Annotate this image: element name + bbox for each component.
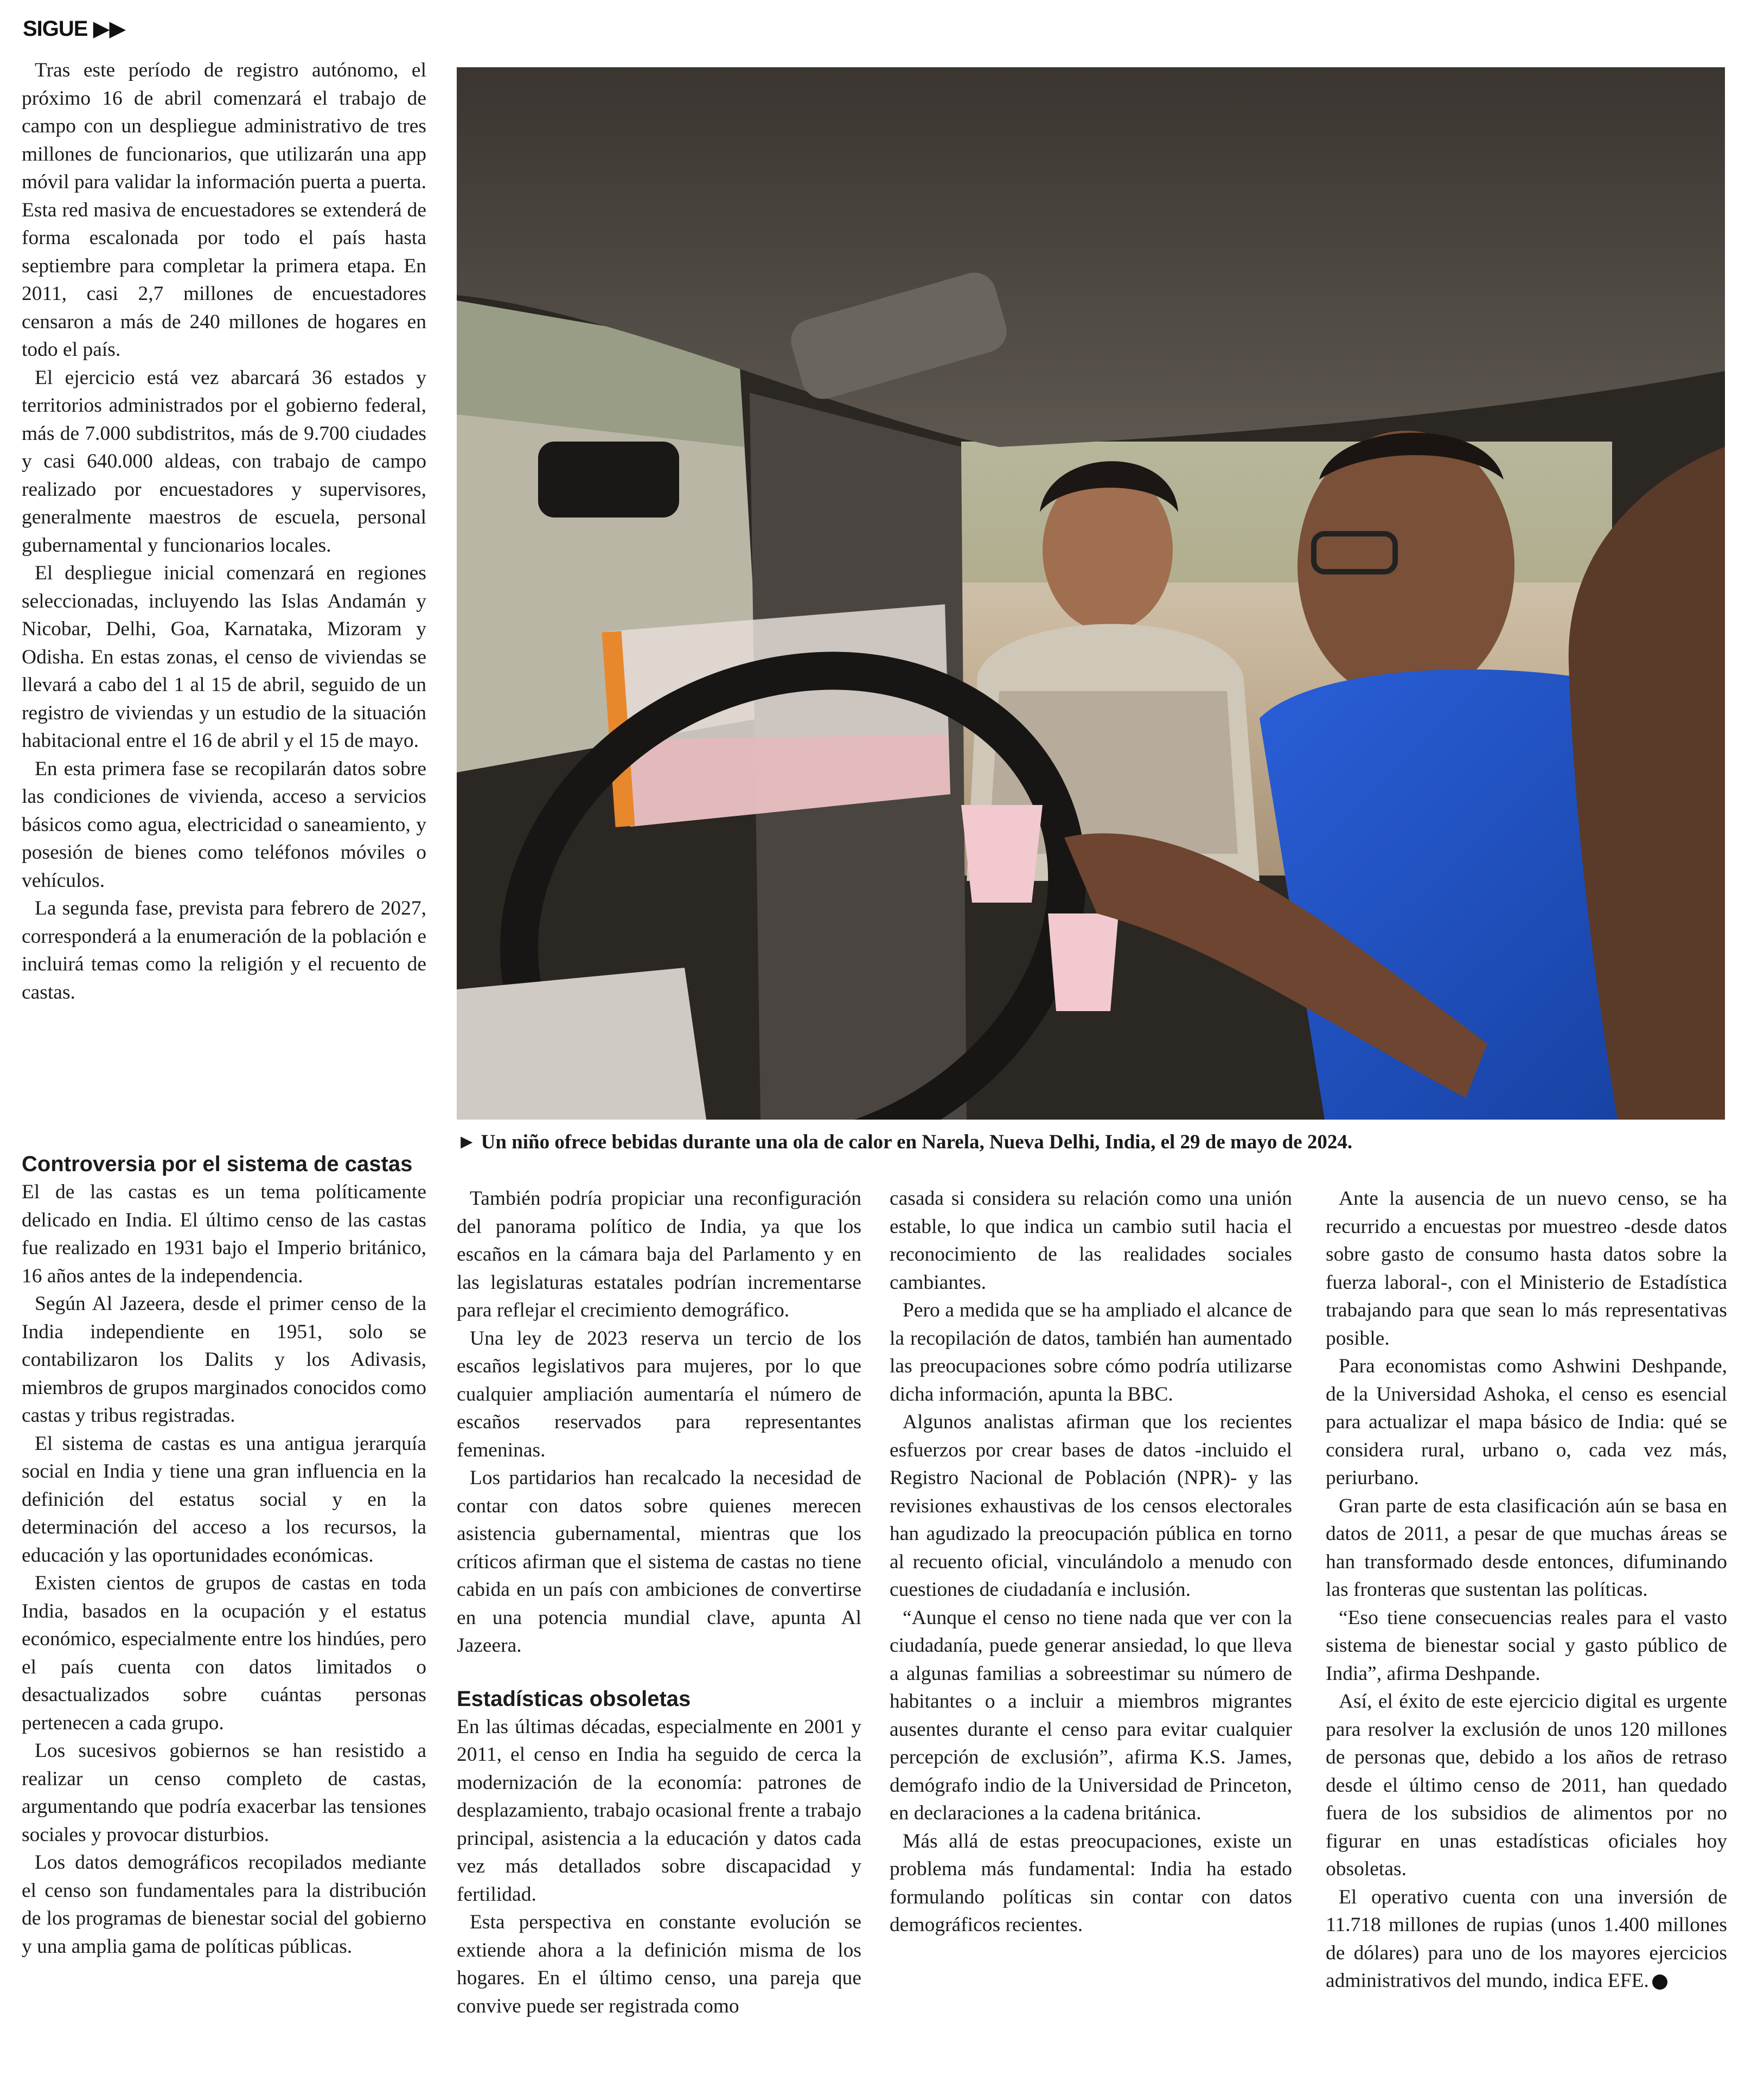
photo-caption (457, 1129, 1725, 1155)
paragraph: “Eso tiene consecuencias reales para el vasto sistema de bienestar social y gasto público de India”, afirma Deshpande. (1326, 1606, 1727, 1685)
paragraph: Gran parte de esta clasificación aún se basa en datos de 2011, a pesar de que muchas áreas se han transformado desde entonces, difuminando las fronteras que sustentan las políticas. (1326, 1494, 1727, 1601)
paragraph: También podría propiciar una reconfiguración del panorama político de India, ya que los escaños en la cámara baja del Parlamento y en las legislaturas estatales podrían incrementarse para reflejar el crecimiento demográfico. (457, 1187, 861, 1321)
column-3 (890, 1185, 1292, 1939)
paragraph: “Aunque el censo no tiene nada que ver con la ciudadanía, puede generar ansiedad, lo que lleva a algunas familias a sobreestimar su número de habitantes o a incluir a miembros migrantes ausentes durante el censo para evitar cualquier percepción de exclusión”, afirma K.S. James, demógrafo indio de la Universidad de Princeton, en declaraciones a la cadena británica. (890, 1606, 1292, 1824)
section-heading: Estadísticas obsoletas (457, 1686, 691, 1711)
paragraph: Una ley de 2023 reserva un tercio de los escaños legislativos para mujeres, por lo que cualquier ampliación aumentaría el número de escaños reservados para representantes femeninas. (457, 1327, 861, 1461)
paragraph: Según Al Jazeera, desde el primer censo de la India independiente en 1951, solo se contabilizaron los Dalits y los Adivasis, miembros de grupos marginados conocidos como castas y tribus registradas. (22, 1293, 426, 1427)
paragraph: casada si considera su relación como una unión estable, lo que indica un cambio sutil hacia el reconocimiento de las realidades sociales cambiantes. (890, 1187, 1292, 1294)
paragraph: Pero a medida que se ha ampliado el alcance de la recopilación de datos, también han aumentado las preocupaciones sobre cómo podría utilizarse dicha información, apunta la BBC. (890, 1299, 1292, 1405)
paragraph: En las últimas décadas, especialmente en 2001 y 2011, el censo en India ha seguido de cerca la modernización de la economía: patrones de desplazamiento, trabajo ocasional frente a trabajo principal, asistencia a la educación y datos cada vez más detallados sobre discapacidad y fertilidad. (457, 1715, 861, 1906)
paragraph: Los sucesivos gobiernos se han resistido a realizar un censo completo de castas, argumentando que podría exacerbar las tensiones sociales y provocar disturbios. (22, 1740, 426, 1846)
column-1-intro (22, 56, 426, 1006)
paragraph: Para economistas como Ashwini Deshpande, de la Universidad Ashoka, el censo es esencial para actualizar el mapa básico de India: qué se considera rural, urbano o, cada vez más, periurbano. (1326, 1355, 1727, 1489)
paragraph: Los partidarios han recalcado la necesidad de contar con datos sobre quienes merecen asistencia gubernamental, mientras que los críticos afirman que el sistema de castas no tiene cabida en un país con ambiciones de convertirse en una potencia mundial clave, apunta Al Jazeera. (457, 1467, 861, 1657)
paragraph: Ante la ausencia de un nuevo censo, se ha recurrido a encuestas por muestreo -desde datos sobre gasto de consumo hasta datos sobre la fuerza laboral-, con el Ministerio de Estadística trabajando para que sean lo más representativas posible. (1326, 1187, 1727, 1350)
paragraph (1326, 1883, 1727, 1995)
column-4 (1326, 1185, 1727, 1995)
paragraph: El ejercicio está vez abarcará 36 estados y territorios administrados por el gobierno federal, más de 7.000 subdistritos, más de 9.700 ciudades y casi 640.000 aldeas, con trabajo de campo realizado por encuestadores y supervisores, generalmente maestros de escuela, personal gubernamental y funcionarios locales. (22, 366, 426, 557)
paragraph: El despliegue inicial comenzará en regiones seleccionadas, incluyendo las Islas Andamán y Nicobar, Delhi, Goa, Karnataka, Mizoram y Odisha. En estas zonas, el censo de viviendas se llevará a cabo del 1 al 15 de abril, seguido de un registro de viviendas y un estudio de la situación habitacional entre el 16 de abril y el 15 de mayo. (22, 562, 426, 752)
paragraph: El sistema de castas es una antigua jerarquía social en India y tiene una gran influencia en la definición del estatus social y en la determinación del acceso a los recursos, la educación y las oportunidades económicas. (22, 1432, 426, 1567)
paragraph: Existen cientos de grupos de castas en toda India, basados en la ocupación y el estatus económico, especialmente entre los hindúes, pero el país cuenta con datos limitados o desactualizados sobre cuántas personas pertenecen a cada grupo. (22, 1572, 426, 1734)
paragraph: El de las castas es un tema políticamente delicado en India. El último censo de las castas fue realizado en 1931 bajo el Imperio británico, 16 años antes de la independencia. (22, 1181, 426, 1287)
paragraph: La segunda fase, prevista para febrero de 2027, corresponderá a la enumeración de la población e incluirá temas como la religión y el recuento de castas. (22, 897, 426, 1004)
closing-paragraph-text: El operativo cuenta con una inversión de 11.718 millones de rupias (unos 1.400 millones de dólares) para uno de los mayores ejercicios administrativos del mundo, indica EFE. (1326, 1886, 1727, 1992)
heatwave-drinks-illustration (457, 67, 1725, 1120)
paragraph: Así, el éxito de este ejercicio digital es urgente para resolver la exclusión de unos 120 millones de personas que, debido a los años de retraso desde el último censo de 2011, han quedado fuera de los subsidios de alimentos por no figurar en unas estadísticas oficiales hoy obsoletas. (1326, 1690, 1727, 1880)
column-1-castas (22, 1150, 426, 1960)
caption-marker-icon: ► (457, 1131, 477, 1153)
column-2 (457, 1185, 861, 2020)
paragraph: Esta perspectiva en constante evolución se extiende ahora a la definición misma de los hogares. En el último censo, una pareja que convive puede ser registrada como (457, 1911, 861, 2017)
paragraph: Los datos demográficos recopilados mediante el censo son fundamentales para la distribución de los programas de bienestar social del gobierno y una amplia gama de políticas públicas. (22, 1851, 426, 1958)
paragraph: Tras este período de registro autónomo, el próximo 16 de abril comenzará el trabajo de campo con un despliegue administrativo de tres millones de funcionarios, que utilizarán una app móvil para validar la información puerta a puerta. Esta red masiva de encuestadores se extenderá de forma escalonada por todo el país hasta septiembre para completar la primera etapa. En 2011, casi 2,7 millones de encuestadores censaron a más de 240 millones de hogares en todo el país. (22, 59, 426, 361)
news-photo (457, 67, 1725, 1120)
sigue-label: SIGUE ▶▶ (23, 17, 126, 41)
paragraph: Algunos analistas afirman que los recientes esfuerzos por crear bases de datos -incluido el Registro Nacional de Población (NPR)- y las revisiones exhaustivas de los censos electorales han agudizado la preocupación pública en torno al recuento oficial, vinculándolo a menudo con cuestiones de ciudadanía e inclusión. (890, 1411, 1292, 1601)
section-heading: Controversia por el sistema de castas (22, 1152, 413, 1176)
end-of-article-dot-icon (1652, 1974, 1667, 1990)
caption-text: Un niño ofrece bebidas durante una ola de calor en Narela, Nueva Delhi, India, el 29 de mayo de 2024. (481, 1131, 1353, 1153)
paragraph: Más allá de estas preocupaciones, existe un problema más fundamental: India ha estado formulando políticas sin contar con datos demográficos recientes. (890, 1830, 1292, 1936)
paragraph: En esta primera fase se recopilarán datos sobre las condiciones de vivienda, acceso a servicios básicos como agua, electricidad o saneamiento, y posesión de bienes como teléfonos móviles o vehículos. (22, 757, 426, 892)
